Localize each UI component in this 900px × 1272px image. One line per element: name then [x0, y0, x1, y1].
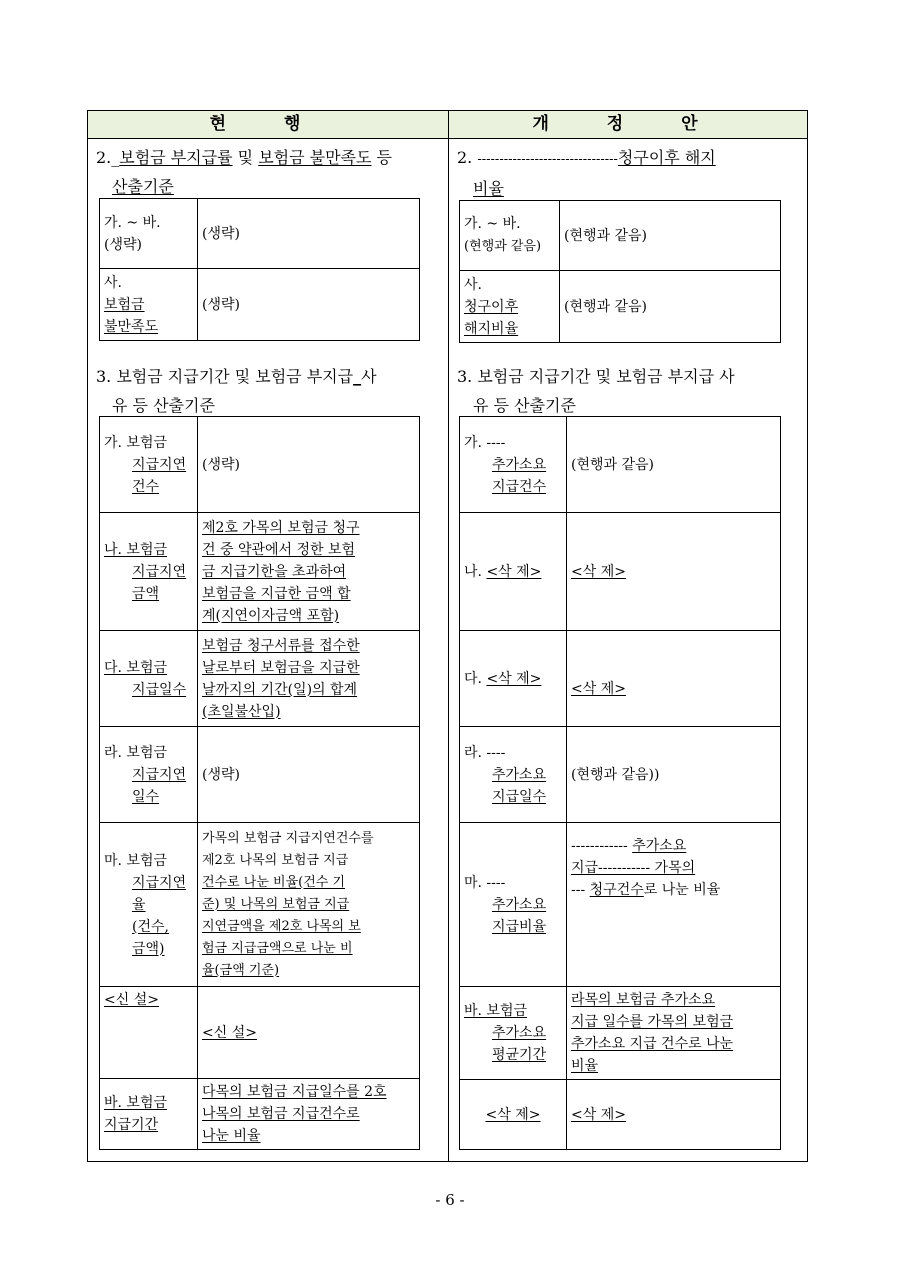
cell-text: 추가소요: [632, 838, 687, 854]
left-t3-da-c2: [198, 631, 420, 727]
cell-line: 지급일수: [132, 681, 187, 698]
cell-line: 가. ----: [464, 434, 506, 451]
cell-line: 추가소요: [492, 1025, 547, 1041]
cell-line: 지급기간: [104, 1117, 159, 1133]
left-table-2: [99, 198, 420, 341]
cell-line: <신 설>: [104, 992, 159, 1008]
right-t3-da-c2: [567, 631, 781, 727]
table-row: [460, 987, 781, 1080]
right-s2-dashes: --------------------------------: [477, 152, 618, 167]
cell-line: 지급건수: [492, 478, 547, 495]
table-row: [460, 1080, 781, 1150]
cell-line: 다. 보험금: [104, 659, 167, 676]
table-row: [460, 513, 781, 631]
left-s2-t2: 및: [232, 148, 259, 167]
cell-line: 바. 보험금: [104, 1095, 167, 1111]
cell-line: 제2호 가목의 보험금 청구: [202, 519, 360, 536]
left-s2-t3: 보험금 불만족도: [258, 148, 372, 167]
left-s2-t1: 보험금 부지급률: [119, 148, 233, 167]
right-t3-ga-c1: [460, 417, 567, 513]
right-section-3: [457, 362, 802, 420]
cell-line: (건수,: [132, 918, 169, 935]
right-s3-line1: 3. 보험금 지급기간 및 보험금 부지급 사: [457, 367, 735, 386]
left-t2-r2c1: [100, 269, 198, 341]
left-t2-r1c1: [100, 199, 198, 269]
right-table-3: [459, 416, 781, 1150]
cell-line: 건수로 나눈 비율(건수 기: [202, 874, 346, 890]
left-s2-num: 2._: [96, 148, 120, 167]
cell-line: <신 설>: [202, 1024, 257, 1041]
right-s3-line2: 유 등 산출기준: [473, 396, 576, 415]
left-s2-line2: 산출기준: [112, 177, 174, 196]
header-current: 현 행: [88, 111, 448, 139]
table-row: [100, 1079, 420, 1150]
left-t2-r2c2: (생략): [198, 269, 420, 341]
cell-line: 마. ----: [464, 874, 506, 891]
cell-line: 가. 보험금: [104, 434, 167, 451]
left-s3-t1: 3. 보험금 지급기간 및 보험금 부지급: [96, 367, 354, 386]
right-s2-num: 2.: [457, 148, 478, 167]
left-t3-ga-c2: (생략): [198, 417, 420, 513]
left-section-3: [96, 362, 442, 420]
left-t3-na-c2: [198, 513, 420, 631]
cell-line: <삭 제>: [486, 670, 542, 687]
cell-line: (생략): [104, 236, 142, 253]
cell-line: 다.: [464, 670, 487, 687]
right-t3-na-c2: [567, 513, 781, 631]
cell-line: 사.: [464, 276, 482, 293]
cell-line: 해지비율: [464, 320, 519, 337]
right-t3-ba-c1: [460, 987, 567, 1080]
cell-line: 지급비율: [492, 918, 547, 935]
right-t3-ma-c2: [567, 823, 781, 987]
cell-line: 추가소요: [492, 456, 547, 473]
cell-line: 추가소요: [492, 896, 547, 913]
cell-line: 가. ~ 바.: [104, 214, 161, 231]
right-t3-ma-c1: [460, 823, 567, 987]
cell-line: <삭 제>: [485, 1106, 541, 1123]
cell-line: 지급지연: [132, 456, 187, 473]
cell-line: 지급 일수를 가목의 보험금: [571, 1014, 734, 1030]
table-row: [460, 201, 781, 271]
cell-line: 날로부터 보험금을 지급한: [202, 659, 360, 676]
right-section-2: [457, 143, 802, 203]
left-t3-ra-c2: (생략): [198, 727, 420, 823]
right-t3-ba-c2: [567, 987, 781, 1080]
left-t3-ma-c1: [100, 823, 198, 987]
right-t3-del-c1: [460, 1080, 567, 1150]
right-t2-r2c2: (현행과 같음): [560, 271, 781, 343]
cell-text: 지급-----------: [571, 860, 655, 876]
cell-line: 율(금액 기준): [202, 962, 280, 978]
cell-line: 나목의 보험금 지급건수로: [202, 1106, 360, 1122]
left-t3-new-c2: [198, 987, 420, 1079]
cell-line: <삭 제>: [571, 1106, 626, 1123]
table-row: [460, 417, 781, 513]
cell-line: 지급일수: [492, 788, 547, 805]
table-row: [100, 417, 420, 513]
cell-line: 보험금을 지급한 금액 합: [202, 585, 351, 602]
cell-line: 보험금: [104, 296, 145, 313]
cell-text: ------------: [571, 838, 633, 854]
cell-line: 추가소요 지급 건수로 나눈: [571, 1036, 734, 1052]
cell-line: 평균기간: [492, 1047, 547, 1063]
right-t3-ra-c2: (현행과 같음)): [567, 727, 781, 823]
cell-line: 비율: [571, 1058, 599, 1074]
left-t3-new-c1: [100, 987, 198, 1079]
cell-line: 나.: [464, 563, 487, 580]
left-t3-ba-c1: [100, 1079, 198, 1150]
cell-line: 나. 보험금: [104, 541, 167, 558]
right-t3-na-c1: [460, 513, 567, 631]
right-t3-ra-c1: [460, 727, 567, 823]
cell-line: 가목의 보험금 지급지연건수를: [202, 830, 374, 846]
cell-line: 제2호 나목의 보험금 지급: [202, 852, 349, 868]
right-t2-r1c2: (현행과 같음): [560, 201, 781, 271]
cell-text: ---: [571, 882, 590, 898]
right-s2-t1: 청구이후 해지: [617, 148, 716, 167]
cell-line: 날까지의 기간(일)의 합계: [202, 681, 358, 698]
cell-line: 가. ~ 바.: [464, 216, 521, 232]
table-row: [100, 987, 420, 1079]
cell-line: (현행과 같음): [464, 239, 542, 254]
cell-line: 불만족도: [104, 318, 159, 335]
right-table-2: [459, 200, 781, 343]
cell-line: 다목의 보험금 지급일수를 2호: [202, 1084, 387, 1100]
cell-line: 건 중 약관에서 정한 보험: [202, 541, 356, 558]
cell-line: 마. 보험금: [104, 852, 167, 869]
table-row: [100, 631, 420, 727]
left-t2-r1c2: (생략): [198, 199, 420, 269]
column-divider: [448, 111, 449, 1161]
cell-line: 준) 및 나목의 보험금 지급: [202, 896, 350, 912]
right-t2-r2c1: [460, 271, 560, 343]
cell-line: 라. ----: [464, 744, 506, 761]
left-table-3: [99, 416, 420, 1150]
left-t3-ba-c2: [198, 1079, 420, 1150]
cell-line: 바. 보험금: [464, 1003, 527, 1019]
cell-text: 청구건수: [589, 882, 644, 898]
left-s2-t4: 등: [371, 148, 393, 167]
left-section-2: [96, 143, 442, 201]
cell-line: 보험금 청구서류를 접수한: [202, 637, 360, 654]
right-t3-da-c1: [460, 631, 567, 727]
cell-line: <삭 제>: [571, 680, 626, 697]
table-row: [460, 631, 781, 727]
right-t2-r1c1: [460, 201, 560, 271]
cell-line: 청구이후: [464, 298, 519, 315]
table-row: [100, 823, 420, 987]
cell-line: 추가소요: [492, 766, 547, 783]
table-row: [460, 823, 781, 987]
header-proposed: 개 정 안: [449, 111, 807, 139]
cell-line: 건수: [132, 478, 160, 495]
cell-line: (초일불산입): [202, 703, 281, 720]
left-t3-da-c1: [100, 631, 198, 727]
cell-line: 지급지연: [132, 766, 187, 783]
cell-text: 로 나눈 비율: [643, 882, 721, 898]
page-number: - 6 -: [435, 1191, 465, 1209]
table-row: [100, 269, 420, 341]
cell-line: <삭 제>: [571, 563, 626, 580]
cell-line: 사.: [104, 274, 122, 291]
right-s2-line2: 비율: [473, 179, 504, 198]
left-s3-line2: 유 등 산출기준: [112, 396, 215, 415]
right-t3-del-c2: [567, 1080, 781, 1150]
cell-line: 금액: [132, 585, 160, 602]
left-t3-ra-c1: [100, 727, 198, 823]
cell-line: 금 지급기한을 초과하여: [202, 563, 347, 580]
right-t3-ga-c2: (현행과 같음): [567, 417, 781, 513]
cell-line: 지급지연: [132, 563, 187, 580]
left-t3-ma-c2: [198, 823, 420, 987]
cell-line: <삭 제>: [486, 563, 542, 580]
table-row: [460, 727, 781, 823]
cell-text: 가목의: [654, 860, 696, 876]
left-t3-na-c1: [100, 513, 198, 631]
left-s3-t2: _: [353, 367, 362, 386]
cell-line: 계(지연이자금액 포함): [202, 607, 340, 624]
table-row: [100, 727, 420, 823]
cell-line: 지연금액을 제2호 나목의 보: [202, 918, 361, 934]
table-row: [460, 271, 781, 343]
cell-line: 나눈 비율: [202, 1128, 261, 1144]
cell-line: 라. 보험금: [104, 744, 167, 761]
left-t3-ga-c1: [100, 417, 198, 513]
cell-line: 험금 지급금액으로 나눈 비: [202, 940, 353, 956]
cell-line: 라목의 보험금 추가소요: [571, 992, 716, 1008]
cell-line: 금액): [132, 940, 165, 957]
table-row: [100, 199, 420, 269]
cell-line: 일수: [132, 788, 160, 805]
cell-line: 지급지연율: [132, 874, 187, 913]
left-s3-t3: 사: [361, 367, 377, 386]
table-row: [100, 513, 420, 631]
